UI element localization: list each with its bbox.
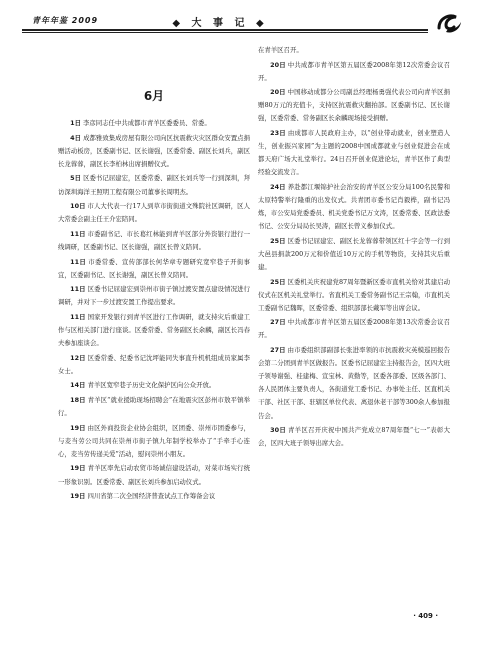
entry-date: 20日: [270, 88, 286, 97]
entry-date: 1日: [70, 119, 81, 128]
entry-text: 在青羊区召开。: [258, 46, 303, 54]
chronicle-entry: [58, 352, 250, 378]
entry-date: 25日: [270, 236, 286, 245]
entry-date: 27日: [270, 318, 286, 327]
entry-text: 区委书记屈建宏到崇州市街子镇过渡安置点建设情况进行调研，并对下一步过渡安置工作提出要求。: [58, 285, 250, 307]
right-column: [258, 44, 450, 452]
chronicle-entry: [258, 181, 450, 233]
entry-text: 市委常委、宣传部部长何华章专题研究宽窄巷子开街事宜，区委副书记、区长谢强，副区长曾义陪同。: [58, 257, 250, 279]
entry-text: 由成都市人民政府主办，以“创业带动就业，创业塑造人生，创业振兴家园”为主题的2008中国成都就业与创业促进会在成都天府广场大礼堂举行。24日召开创业促进论坛，青羊区作了典型经验交流发言。: [258, 129, 450, 177]
chronicle-entry: [58, 462, 250, 488]
month-title: 6月: [143, 89, 165, 103]
entry-text: 国家开发银行到青羊区进行工作调研，就支持灾后重建工作与区相关部门进行座谈。区委常委、常务副区长余麟，副区长冯春夫参加座谈会。: [58, 312, 250, 348]
book-title: 青年年鉴 2009: [32, 16, 99, 25]
entry-text: 市委副书记、市长葛红林能到青羊区部分外资银行进行一线调研，区委副书记、区长谢强，副区长曾义陪同。: [58, 229, 250, 251]
entry-text: 养赴都江堰锦护社会治安的青羊区公安分局100名民警和太原特警举行隆重的出发仪式。共青团市委书记肖毅桦，副书记冯炼，市公安局党委委员、机关党委书记万文涛，区委常委、区政法委书记、公安分局局长吴涛，副区长曾义参加仪式。: [258, 182, 450, 231]
chronicle-entry: [58, 283, 250, 309]
chronicle-entry: [58, 256, 250, 282]
entry-text: 中共成都市青羊区第五届区委2008年第12次常委会议召开。: [258, 60, 450, 82]
entry-text: 李彦同志任中共成都市青羊区委委员、常委。: [83, 119, 211, 128]
right-entry-list: [258, 44, 450, 450]
entry-text: 成都雅致集成房屋有限公司向区抗震救灾灾区群众安置点捐赠活动板房，区委副书记、区长谢强，区委常委、副区长刘兵，副区长龙蓉蓉，副区长李柏林出席捐赠仪式。: [58, 133, 250, 168]
entry-date: 25日: [270, 277, 286, 286]
entry-text: 区委机关庆祝建党87周年暨新区委市直机关恰对其建启动仪式在区机关礼堂举行。省直机关工委常务副书记王宗翰，市直机关工委副书记魏晖，区委常委、组织部部长戴军等出席会议。: [258, 277, 450, 312]
chronicle-entry: [258, 127, 450, 179]
entry-date: 23日: [270, 129, 286, 138]
entry-date: 12日: [70, 353, 86, 362]
entry-date: 19日: [70, 464, 86, 473]
chronicle-entry: [58, 228, 250, 254]
entry-date: 10日: [70, 202, 86, 211]
entry-date: 18日: [70, 395, 86, 404]
chronicle-entry: [58, 132, 250, 171]
header-rule-thin: [22, 32, 428, 33]
entry-text: 由市委组织部副部长张进率领的市抗震救灾英模巡回报告会第二分团到青羊区做报告。区委书记屈建宏主持报告会，区四大班子领导谢强、桂建梅、宣宝林、黄勤等，区委各部委、区级各部门、各人民团体主要负责人，各街道党工委书记、办事处主任、区直机关干部、社区干部、驻辖区单位代表、离退休老干部等300余人参加报告会。: [258, 346, 450, 420]
left-entry-list: [58, 117, 250, 503]
entry-text: 市人大代表一行17人到草市街街道文殊院社区调研，区人大常委会副主任王介宏陪同。: [58, 202, 250, 224]
chronicle-entry: [58, 311, 250, 350]
swirl-logo-icon: [434, 8, 464, 38]
entry-date: 11日: [70, 229, 86, 238]
page-number: · 409 ·: [413, 612, 438, 620]
entry-date: 19日: [70, 423, 86, 432]
entry-date: 11日: [70, 312, 86, 321]
chronicle-entry: [258, 59, 450, 85]
entry-date: 11日: [70, 285, 86, 294]
entry-date: 5日: [70, 174, 82, 183]
entry-text: 区委书记屈建宏、副区长龙蓉蓉带领区红十字会等一行到大邑县捐款200万元和价值近10万元的手机等物资，支持其灾后重建。: [258, 236, 450, 271]
entry-text: 青羊区“就业援助现场招聘会”在地震灾区彭州市敖平镇举行。: [58, 395, 250, 418]
entry-text: 青羊区召开庆祝中国共产党成立87周年暨“七一”表彰大会，区四大班子领导出席大会。: [258, 426, 450, 448]
entry-text: 区委常委、纪委书记沈坪能同失事直升机机组成员家属李女士。: [58, 353, 250, 375]
entry-date: 4日: [70, 133, 82, 142]
entry-date: 19日: [70, 492, 86, 501]
entry-text: 由区外商投资企业协会组织，区团委、崇州市团委参与，与麦当劳公司共同在崇州市街子镇九年制学校举办了“手牵手心连心，麦当劳传递关爱”活动，慰问崇州小朋友。: [58, 423, 250, 458]
chronicle-entry: [258, 316, 450, 342]
chronicle-entry: [58, 172, 250, 198]
entry-date: 20日: [270, 60, 286, 69]
chronicle-entry: [58, 422, 250, 461]
entry-text: 青羊区宽窄巷子历史文化保护区向公众开放。: [87, 381, 216, 390]
chronicle-entry: [58, 394, 250, 420]
chronicle-entry: [58, 379, 250, 392]
entry-text: 区委书记屈建宏，区委常委、副区长刘兵等一行到深圳，拜访深圳海洋王照明工程有限公司董事长周明杰。: [58, 174, 250, 196]
header-rule: [22, 29, 428, 31]
entry-text: 中国移动成都分公司副总经理杨勇强代表公司向青羊区捐赠80万元的充值卡，支持区抗震救灾翻拍部。区委副书记、区长谢强，区委常委、常务副区长余麟现场接受捐赠。: [258, 88, 450, 123]
chronicle-entry: [58, 117, 250, 130]
chronicle-entry: [58, 490, 250, 503]
section-title: ◆ 大 事 记 ◆: [172, 18, 268, 29]
chronicle-entry: [58, 200, 250, 226]
entry-date: 24日: [270, 182, 286, 191]
entry-date: 27日: [270, 346, 286, 355]
chronicle-entry: [258, 44, 450, 57]
chronicle-entry: [258, 235, 450, 274]
chronicle-entry: [258, 344, 450, 423]
running-header: [22, 14, 458, 36]
chronicle-entry: [258, 276, 450, 315]
entry-text: 青羊区率先启动农贸市场诚信建设活动，对菜市场实行统一形象识别。区委常委、副区长刘兵参加启动仪式。: [58, 464, 250, 486]
entry-text: 中共成都市青羊区第五届区委2008年第13次常委会议召开。: [258, 318, 450, 340]
entry-date: 14日: [70, 381, 86, 390]
entry-date: 30日: [270, 426, 287, 435]
chronicle-entry: [258, 424, 450, 450]
chronicle-entry: [258, 86, 450, 125]
entry-text: 四川省第二次全国经济普查试点工作筹备会议: [87, 492, 216, 501]
left-column: [58, 48, 250, 505]
entry-date: 11日: [70, 257, 87, 266]
